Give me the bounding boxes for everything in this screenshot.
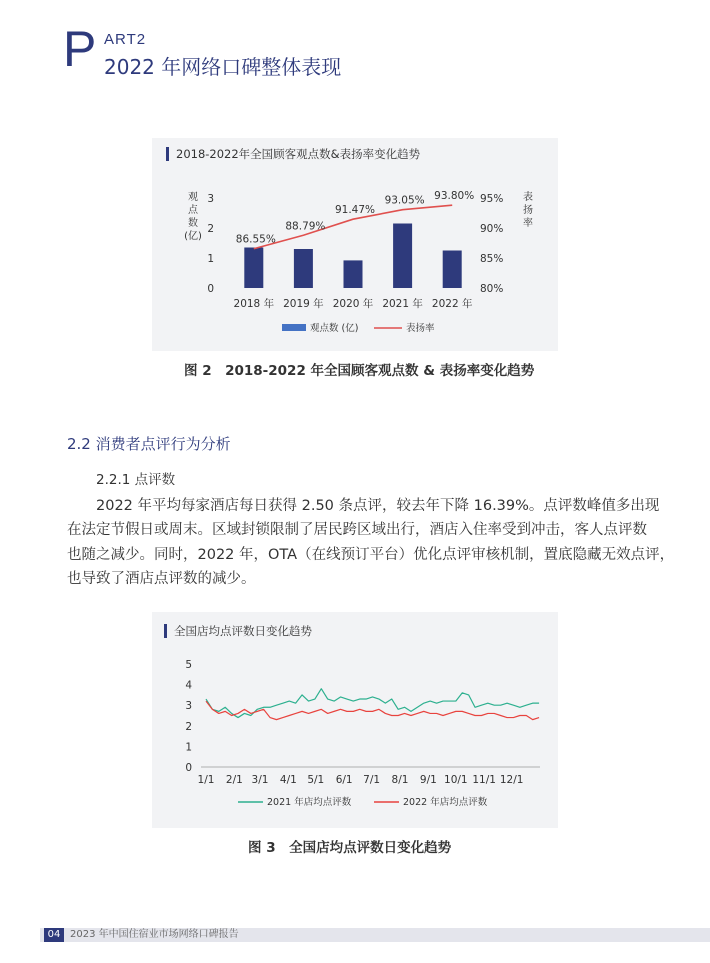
figure3-chart — [152, 612, 558, 828]
y-axis-label: 点 — [188, 205, 198, 216]
y2-axis-label: 表 — [523, 192, 533, 203]
y-tick-label: 3 — [185, 700, 192, 713]
part-label: ART2 — [104, 31, 147, 48]
figure2-chart — [152, 138, 558, 351]
y2-axis-label: 扬 — [523, 205, 533, 216]
y-axis-label: 观 — [188, 192, 198, 203]
y-tick-label: 1 — [207, 253, 214, 265]
figure2-panel — [152, 138, 558, 351]
figure3-title: 全国店均点评数日变化趋势 — [164, 624, 312, 638]
y-tick-label: 3 — [207, 193, 214, 205]
figure2-caption: 图 2 2018-2022 年全国顾客观点数 & 表扬率变化趋势 — [184, 363, 535, 379]
bar — [344, 260, 363, 288]
legend-line-label: 表扬率 — [406, 323, 435, 334]
data-label: 93.80% — [434, 190, 475, 203]
part-letter: P — [63, 21, 97, 77]
footer-text: 2023 年中国住宿业市场网络口碑报告 — [70, 929, 239, 940]
x-tick-label: 4/1 — [279, 774, 297, 786]
y-tick-label: 0 — [207, 283, 214, 295]
bar — [393, 224, 412, 289]
y-axis-label: (亿) — [184, 231, 202, 242]
subsection-heading: 2.2.1 点评数 — [96, 472, 176, 488]
y-tick-label: 2 — [207, 223, 214, 235]
x-tick-label: 12/1 — [499, 774, 524, 786]
figure3-caption: 图 3 全国店均点评数日变化趋势 — [248, 840, 452, 856]
paragraph-line: 也随之减少。同时，2022 年，OTA（在线预订平台）优化点评审核机制，置底隐藏无效点评， — [67, 547, 675, 563]
paragraph-line: 也导致了酒店点评数的减少。 — [67, 571, 256, 587]
x-tick-label: 2018 年 — [233, 298, 275, 310]
x-tick-label: 6/1 — [335, 774, 353, 786]
bar — [294, 249, 313, 288]
x-tick-label: 2021 年 — [382, 298, 423, 310]
x-tick-label: 7/1 — [363, 774, 381, 786]
x-tick-label: 11/1 — [472, 774, 496, 786]
page-title: 2022 年网络口碑整体表现 — [104, 55, 342, 79]
y2-tick-label: 95% — [480, 193, 504, 205]
x-tick-label: 2020 年 — [332, 298, 374, 310]
y-tick-label: 5 — [185, 659, 192, 671]
y2-tick-label: 85% — [480, 253, 504, 265]
x-tick-label: 10/1 — [444, 774, 468, 786]
data-label: 93.05% — [384, 194, 425, 207]
y-tick-label: 0 — [185, 762, 192, 774]
x-tick-label: 8/1 — [391, 774, 409, 786]
y-tick-label: 1 — [185, 741, 192, 754]
data-label: 91.47% — [334, 204, 376, 217]
legend-bar-label: 观点数 (亿) — [310, 323, 359, 334]
page-number: 04 — [44, 928, 64, 942]
bar — [244, 248, 263, 289]
x-tick-label: 2022 年 — [431, 298, 473, 310]
y2-tick-label: 90% — [480, 223, 504, 235]
x-tick-label: 1/1 — [197, 774, 215, 786]
x-tick-label: 2019 年 — [283, 298, 324, 310]
legend-2022-label: 2022 年店均点评数 — [403, 797, 488, 808]
y-axis-label: 数 — [188, 218, 198, 229]
paragraph-line: 2022 年平均每家酒店每日获得 2.50 条点评，较去年下降 16.39%。点评数峰值多出现 — [96, 498, 660, 514]
legend-bar-swatch — [282, 324, 306, 331]
section-heading: 2.2 消费者点评行为分析 — [67, 435, 231, 453]
data-label: 88.79% — [285, 220, 326, 233]
x-tick-label: 9/1 — [419, 774, 437, 786]
bar — [443, 251, 462, 289]
legend-2021-label: 2021 年店均点评数 — [267, 797, 352, 808]
data-label: 86.55% — [235, 233, 276, 246]
y-tick-label: 4 — [185, 679, 192, 692]
y-tick-label: 2 — [185, 720, 192, 733]
x-tick-label: 3/1 — [251, 774, 269, 786]
y2-tick-label: 80% — [480, 283, 504, 295]
x-tick-label: 5/1 — [307, 774, 325, 786]
paragraph-line: 在法定节假日或周末。区域封锁限制了居民跨区域出行，酒店入住率受到冲击，客人点评数 — [67, 522, 647, 538]
y2-axis-label: 率 — [523, 218, 533, 229]
figure3-panel — [152, 612, 558, 828]
figure2-title: 2018-2022年全国顾客观点数&表扬率变化趋势 — [166, 147, 420, 161]
x-tick-label: 2/1 — [225, 774, 243, 786]
